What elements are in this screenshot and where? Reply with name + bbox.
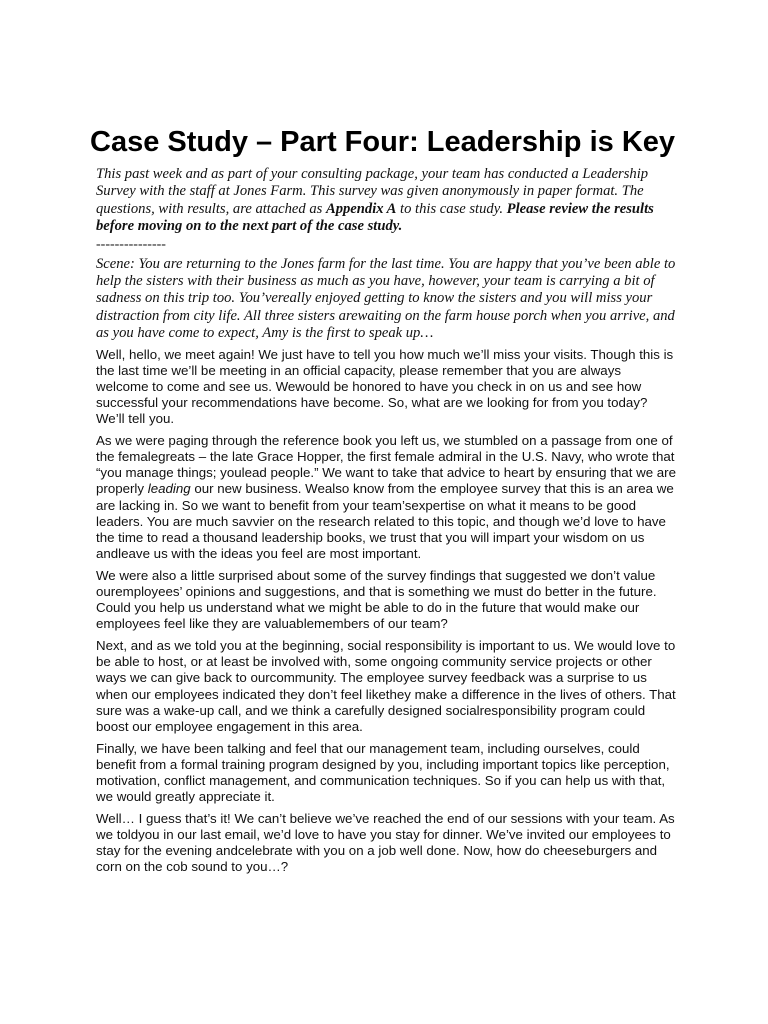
emphasis-leading: leading [147,481,191,497]
document-page [90,122,676,882]
page-title: Case Study – Part Four: Leadership is Key [90,126,676,158]
body-paragraph-5: Finally, we have been talking and feel that our management team, including ourselves, could benefit from a formal training program designed by you, including important topics like perception, motivation, conflict management, and communication techniques. So if you can help us with that, we would greatly appreciate it. [96,740,670,805]
appendix-reference: Appendix A [325,200,397,217]
section-divider: --------------- [96,236,166,252]
paragraph-2-text-b: our new business. Wealso know from the employee survey that this is an area we are lacking in. So we want to benefit from your team’sexpertise on what it means to be good leaders. You are much savvier on the research related to this topic, and though we’d love to have the time to read a thousand leadership books, we trust that you will impart your wisdom on us andleave us with the ideas you feel are most important. [96,481,674,561]
body-paragraph-2 [96,433,676,562]
body-paragraph-6: Well… I guess that’s it! We can’t believe we’ve reached the end of our sessions with your team. As we toldyou in our last email, we’d love to have you stay for dinner. We’ve invited our employees to stay for the evening andcelebrate with you on a job well done. Now, how do cheeseburgers and corn on the cob sound to you…? [96,811,675,875]
scene-paragraph: Scene: You are returning to the Jones farm for the last time. You are happy that you’ve been able to help the sisters with their business as much as you have, however, your team is carrying a bit of sadness on this trip too. You’vereally enjoyed getting to know the sisters and you will miss your distraction from city life. All three sisters arewaiting on the farm house porch when you arrive, and as you have come to expect, Amy is the first to speak up… [96,255,676,342]
intro-text-part1: This past week and as part of your consulting package, your team has conducted a Leadership Survey with the staff at Jones Farm. This survey was given anonymously in paper format. The questions, with results, are attached as [96,166,649,217]
paragraph-2-text-a: As we were paging through the reference book you left us, we stumbled on a passage from one of the femalegreats – the late Grace Hopper, the first female admiral in the U.S. Navy, who wrote that “you manage things; youlead people.” We want to take that advice to heart by ensuring that we are properly [96,433,676,497]
review-instruction: Please review the results before moving on to the next part of the case study. [96,200,654,235]
body-paragraph-4: Next, and as we told you at the beginning, social responsibility is important to us. We would love to be able to host, or at least be involved with, some ongoing community service projects or other ways we can give back to ourcommunity. The employee survey feedback was a surprise to us when our employees indicated they don’t feel likethey make a difference in the lives of others. That sure was a wake-up call, and we think a carefully designed socialresponsibility program could boost our employee engagement in this area. [96,638,676,734]
body-paragraph-1: Well, hello, we meet again! We just have to tell you how much we’ll miss your visits. Though this is the last time we’ll be meeting in an official capacity, please remember that you are always welcome to come and see us. Wewould be honored to have you check in on us and see how successful your recommendations have become. So, what are we looking for from you today? We’ll tell you. [96,346,674,427]
body-paragraph-3: We were also a little surprised about some of the survey findings that suggested we don’t value ouremployees’ opinions and suggestions, and that is something we must do better in the future. Could you help us understand what we might be able to do in the future that would make our employees feel like they are valuablemembers of our team? [96,567,657,632]
intro-text-part2: to this case study. [396,200,507,217]
intro-paragraph [96,166,676,236]
